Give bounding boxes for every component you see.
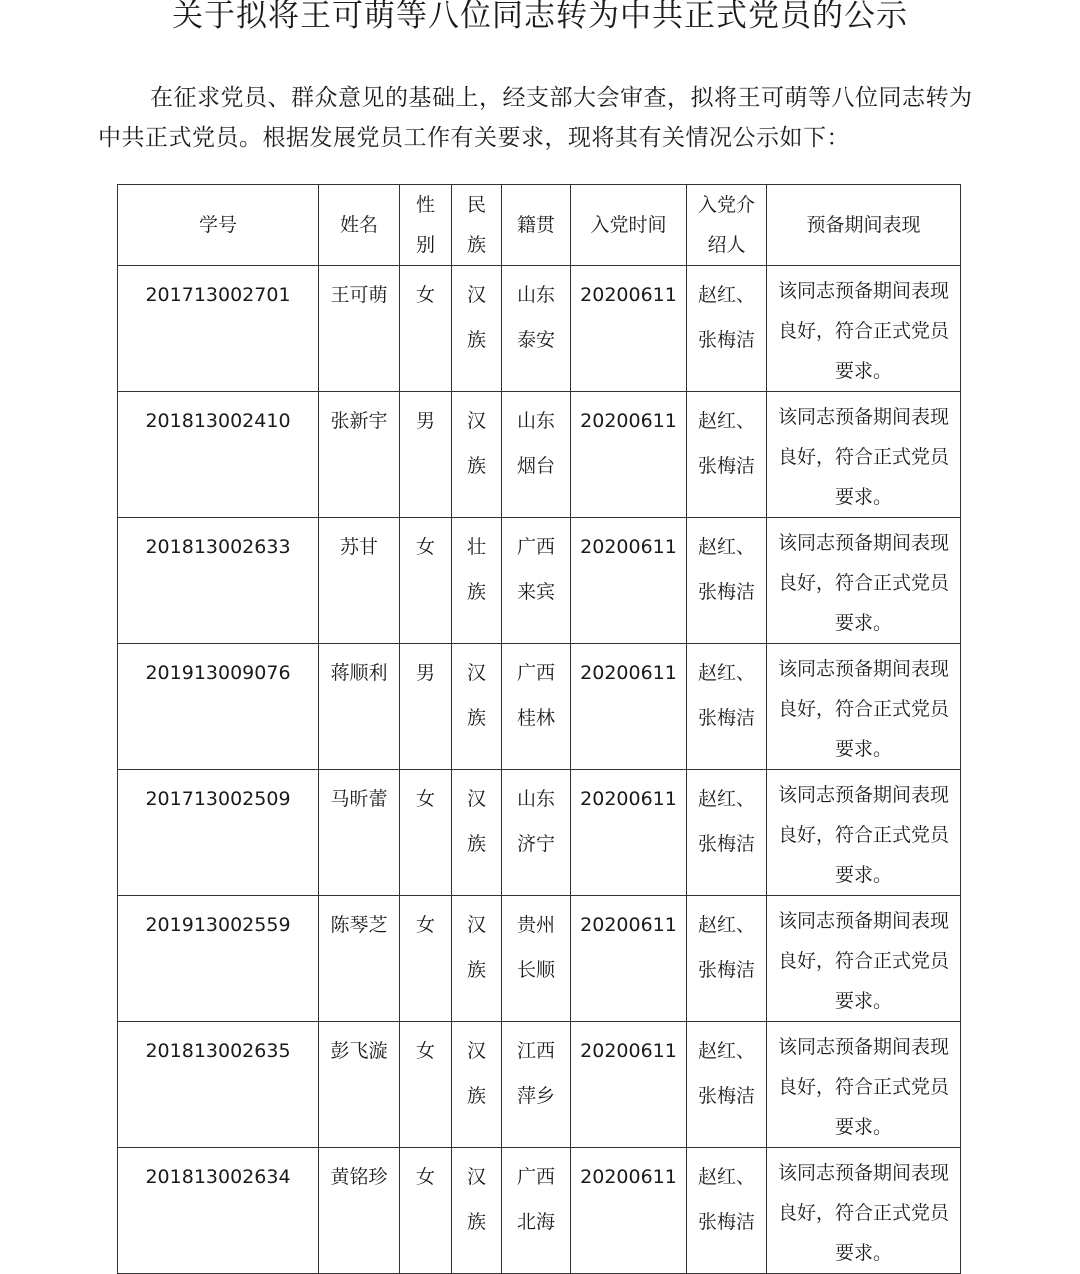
cell-ethnicity: 汉族 (452, 896, 502, 1022)
cell-performance: 该同志预备期间表现良好，符合正式党员要求。 (767, 266, 961, 392)
table-row (118, 1148, 961, 1274)
cell-ethnicity: 汉族 (452, 392, 502, 518)
cell-join-date: 20200611 (571, 770, 687, 896)
intro-paragraph: 在征求党员、群众意见的基础上，经支部大会审查，拟将王可萌等八位同志转为中共正式党员。根据发展党员工作有关要求，现将其有关情况公示如下： (98, 85, 973, 151)
cell-origin: 贵州长顺 (502, 896, 571, 1022)
cell-name: 陈琴芝 (319, 896, 400, 1022)
member-table (117, 184, 961, 1274)
cell-introducer: 赵红、张梅洁 (687, 770, 767, 896)
cell-ethnicity: 壮族 (452, 518, 502, 644)
cell-origin: 山东泰安 (502, 266, 571, 392)
table-row (118, 266, 961, 392)
cell-id: 201713002509 (118, 770, 319, 896)
cell-join-date: 20200611 (571, 392, 687, 518)
cell-introducer: 赵红、张梅洁 (687, 644, 767, 770)
header-introducer: 入党介绍人 (687, 185, 767, 266)
cell-gender: 女 (400, 896, 452, 1022)
cell-performance: 该同志预备期间表现良好，符合正式党员要求。 (767, 1022, 961, 1148)
cell-origin: 广西北海 (502, 1148, 571, 1274)
cell-join-date: 20200611 (571, 518, 687, 644)
cell-id: 201813002633 (118, 518, 319, 644)
table-row (118, 896, 961, 1022)
cell-ethnicity: 汉族 (452, 1148, 502, 1274)
cell-gender: 男 (400, 392, 452, 518)
cell-performance: 该同志预备期间表现良好，符合正式党员要求。 (767, 392, 961, 518)
cell-introducer: 赵红、张梅洁 (687, 518, 767, 644)
cell-performance: 该同志预备期间表现良好，符合正式党员要求。 (767, 644, 961, 770)
cell-id: 201813002634 (118, 1148, 319, 1274)
cell-introducer: 赵红、张梅洁 (687, 266, 767, 392)
cell-performance: 该同志预备期间表现良好，符合正式党员要求。 (767, 896, 961, 1022)
cell-gender: 女 (400, 518, 452, 644)
cell-name: 张新宇 (319, 392, 400, 518)
cell-introducer: 赵红、张梅洁 (687, 1022, 767, 1148)
table-row (118, 770, 961, 896)
cell-ethnicity: 汉族 (452, 266, 502, 392)
cell-id: 201813002410 (118, 392, 319, 518)
cell-join-date: 20200611 (571, 644, 687, 770)
cell-name: 马昕蕾 (319, 770, 400, 896)
cell-performance: 该同志预备期间表现良好，符合正式党员要求。 (767, 518, 961, 644)
table-header-row (118, 185, 961, 266)
cell-name: 蒋顺利 (319, 644, 400, 770)
cell-origin: 山东济宁 (502, 770, 571, 896)
cell-id: 201913002559 (118, 896, 319, 1022)
cell-id: 201913009076 (118, 644, 319, 770)
table-body (118, 266, 961, 1274)
header-join-date: 入党时间 (571, 185, 687, 266)
cell-gender: 女 (400, 770, 452, 896)
header-origin: 籍贯 (502, 185, 571, 266)
cell-join-date: 20200611 (571, 896, 687, 1022)
table-row (118, 644, 961, 770)
cell-gender: 男 (400, 644, 452, 770)
header-name: 姓名 (319, 185, 400, 266)
cell-ethnicity: 汉族 (452, 1022, 502, 1148)
cell-introducer: 赵红、张梅洁 (687, 1148, 767, 1274)
header-id: 学号 (118, 185, 319, 266)
cell-ethnicity: 汉族 (452, 770, 502, 896)
cell-id: 201713002701 (118, 266, 319, 392)
cell-origin: 广西桂林 (502, 644, 571, 770)
cell-introducer: 赵红、张梅洁 (687, 896, 767, 1022)
cell-performance: 该同志预备期间表现良好，符合正式党员要求。 (767, 1148, 961, 1274)
cell-name: 黄铭珍 (319, 1148, 400, 1274)
cell-join-date: 20200611 (571, 1022, 687, 1148)
table-row (118, 518, 961, 644)
header-performance: 预备期间表现 (767, 185, 961, 266)
cell-gender: 女 (400, 1022, 452, 1148)
cell-name: 彭飞漩 (319, 1022, 400, 1148)
cell-name: 王可萌 (319, 266, 400, 392)
cell-origin: 广西来宾 (502, 518, 571, 644)
cell-id: 201813002635 (118, 1022, 319, 1148)
table-row (118, 392, 961, 518)
cell-join-date: 20200611 (571, 266, 687, 392)
header-ethnicity: 民族 (452, 185, 502, 266)
header-gender: 性别 (400, 185, 452, 266)
cell-gender: 女 (400, 1148, 452, 1274)
cell-ethnicity: 汉族 (452, 644, 502, 770)
document-title: 关于拟将王可萌等八位同志转为中共正式党员的公示 (172, 0, 908, 34)
cell-name: 苏甘 (319, 518, 400, 644)
cell-origin: 山东烟台 (502, 392, 571, 518)
cell-gender: 女 (400, 266, 452, 392)
cell-introducer: 赵红、张梅洁 (687, 392, 767, 518)
table-row (118, 1022, 961, 1148)
cell-join-date: 20200611 (571, 1148, 687, 1274)
cell-performance: 该同志预备期间表现良好，符合正式党员要求。 (767, 770, 961, 896)
cell-origin: 江西萍乡 (502, 1022, 571, 1148)
